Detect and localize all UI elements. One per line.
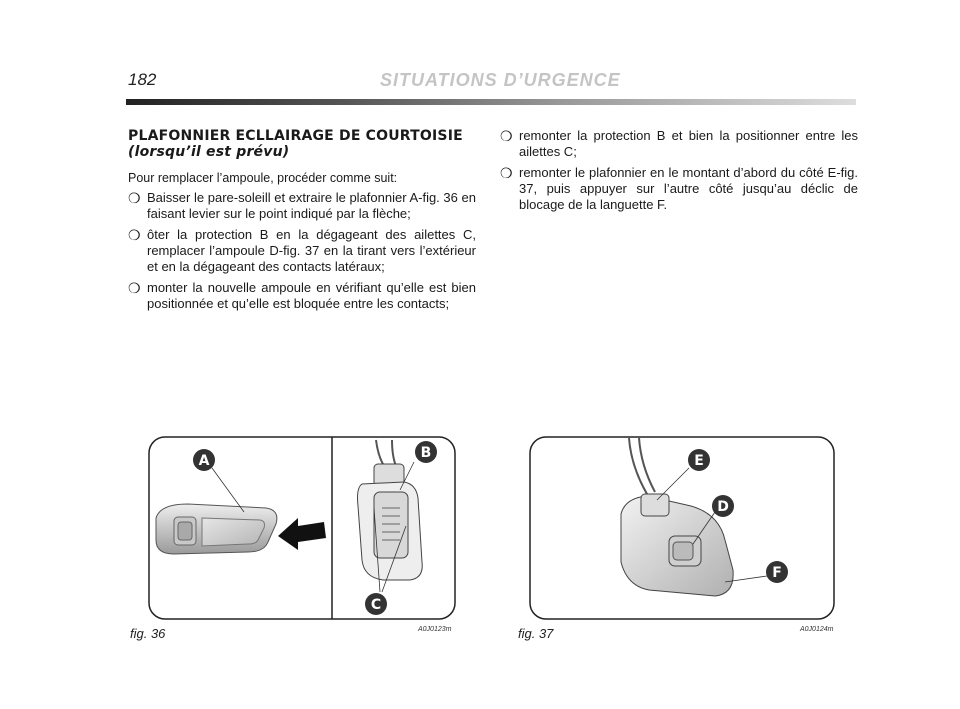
list-item xyxy=(128,280,476,312)
figure-37-illustration xyxy=(529,436,835,620)
figure-code: A0J0123m xyxy=(418,626,452,633)
list-item xyxy=(128,227,476,275)
step-text: monter la nouvelle ampoule en vérifiant qu’elle est bien positionnée et qu’elle est bloquée entre les contacts; xyxy=(147,280,476,311)
circle-bullet-icon: ❍ xyxy=(500,128,513,144)
left-column xyxy=(128,128,476,317)
section-title: SITUATIONS D’URGENCE xyxy=(380,70,621,90)
figure-label: C xyxy=(370,597,382,613)
figure-label: E xyxy=(694,453,704,469)
step-text: remonter la protection B et bien la positionner entre les ailettes C; xyxy=(519,128,858,159)
figure-label: A xyxy=(198,453,210,469)
subsection-note: (lorsqu’il est prévu) xyxy=(128,144,290,160)
circle-bullet-icon: ❍ xyxy=(128,280,141,296)
step-list-right xyxy=(500,128,858,213)
step-text: Baisser le pare-soleill et extraire le plafonnier A-fig. 36 en faisant levier sur le point indiqué par la flèche; xyxy=(147,190,476,221)
right-column xyxy=(500,128,858,218)
subsection-title: PLAFONNIER ECLLAIRAGE DE COURTOISIE xyxy=(128,128,463,144)
figure-36-illustration xyxy=(148,436,456,620)
list-item xyxy=(500,128,858,160)
intro-text: Pour remplacer l’ampoule, procéder comme suit: xyxy=(128,170,398,185)
step-text: ôter la protection B en la dégageant des ailettes C, remplacer l’ampoule D-fig. 37 en la tirant vers l’extérieur et en la dégageant des contacts latéraux; xyxy=(147,227,476,274)
figure-label: F xyxy=(772,565,782,581)
list-item xyxy=(500,165,858,213)
page-number: 182 xyxy=(128,70,157,89)
step-text: remonter le plafonnier en le montant d’abord du côté E-fig. 37, puis appuyer sur l’autre côté jusqu’au déclic de blocage de la languette F. xyxy=(519,165,858,212)
header-rule xyxy=(126,99,856,105)
circle-bullet-icon: ❍ xyxy=(128,227,141,243)
step-list-left xyxy=(128,190,476,312)
figure-label: D xyxy=(717,499,729,515)
list-item xyxy=(128,190,476,222)
figure-caption: fig. 37 xyxy=(518,626,554,641)
circle-bullet-icon: ❍ xyxy=(500,165,513,181)
figure-code: A0J0124m xyxy=(800,626,834,633)
figure-caption: fig. 36 xyxy=(130,626,166,641)
circle-bullet-icon: ❍ xyxy=(128,190,141,206)
figure-label: B xyxy=(420,445,432,461)
